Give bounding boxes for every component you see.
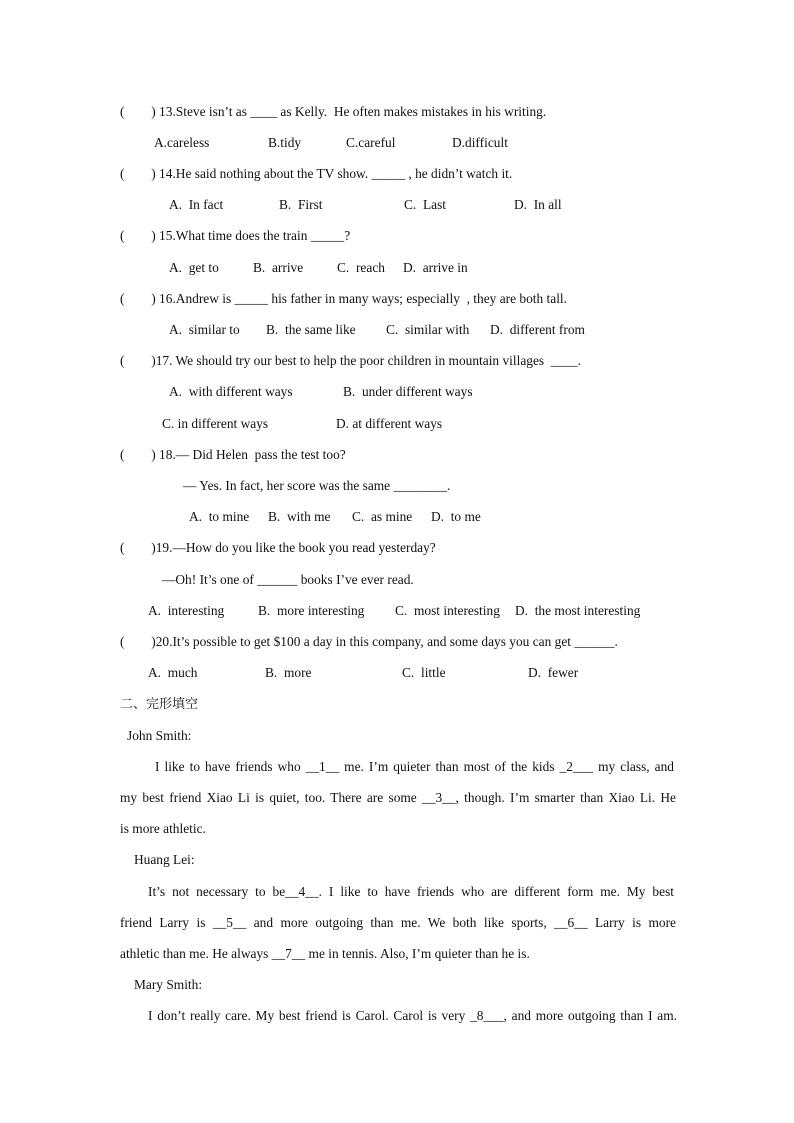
q15-option-c[interactable]: C. reach [337, 260, 385, 275]
q20-option-c[interactable]: C. little [402, 665, 446, 680]
huang-lei-line-1: It’s not necessary to be__4__. I like to have friends who are different form me. My best [148, 884, 674, 899]
q16-option-c[interactable]: C. similar with [386, 322, 470, 337]
q17-option-b[interactable]: B. under different ways [343, 384, 473, 399]
question-18-reply: — Yes. In fact, her score was the same ________. [183, 478, 451, 493]
cloze-heading: 二、完形填空 [120, 697, 199, 712]
q13-option-a[interactable]: A.careless [154, 135, 210, 150]
question-14-stem: ( ) 14.He said nothing about the TV show. _____ , he didn’t watch it. [120, 166, 513, 181]
q16-option-d[interactable]: D. different from [490, 322, 585, 337]
q16-option-b[interactable]: B. the same like [266, 322, 356, 337]
q15-option-d[interactable]: D. arrive in [403, 260, 468, 275]
q18-option-c[interactable]: C. as mine [352, 509, 413, 524]
john-smith-line-2: my best friend Xiao Li is quiet, too. There are some __3__, though. I’m smarter than Xiao Li. He [120, 790, 676, 805]
q17-option-d[interactable]: D. at different ways [336, 416, 443, 431]
john-smith-line-1: I like to have friends who __1__ me. I’m quieter than most of the kids _2___ my class, and [155, 759, 674, 774]
q19-option-c[interactable]: C. most interesting [395, 603, 500, 618]
huang-lei-line-3: athletic than me. He always __7__ me in tennis. Also, I’m quieter than he is. [120, 946, 530, 961]
speaker-john-smith: John Smith: [127, 728, 192, 743]
q20-option-a[interactable]: A. much [148, 665, 198, 680]
q15-option-a[interactable]: A. get to [169, 260, 219, 275]
question-18-stem: ( ) 18.— Did Helen pass the test too? [120, 447, 346, 462]
huang-lei-line-2: friend Larry is __5__ and more outgoing than me. We both like sports, __6__ Larry is more [120, 915, 676, 930]
mary-smith-line-1: I don’t really care. My best friend is Carol. Carol is very _8___, and more outgoing than I am. [148, 1008, 677, 1023]
speaker-huang-lei: Huang Lei: [134, 852, 195, 867]
q18-option-d[interactable]: D. to me [431, 509, 481, 524]
q20-option-d[interactable]: D. fewer [528, 665, 579, 680]
question-20-stem: ( )20.It’s possible to get $100 a day in this company, and some days you can get ______. [120, 634, 618, 649]
q16-option-a[interactable]: A. similar to [169, 322, 240, 337]
question-19-reply: —Oh! It’s one of ______ books I’ve ever read. [162, 572, 414, 587]
q18-option-a[interactable]: A. to mine [189, 509, 250, 524]
q14-option-d[interactable]: D. In all [514, 197, 562, 212]
q17-option-a[interactable]: A. with different ways [169, 384, 293, 399]
q13-option-b[interactable]: B.tidy [268, 135, 302, 150]
q19-option-b[interactable]: B. more interesting [258, 603, 365, 618]
q19-option-d[interactable]: D. the most interesting [515, 603, 641, 618]
q19-option-a[interactable]: A. interesting [148, 603, 225, 618]
question-16-stem: ( ) 16.Andrew is _____ his father in many ways; especially , they are both tall. [120, 291, 567, 306]
q13-option-d[interactable]: D.difficult [452, 135, 508, 150]
question-13-stem: ( ) 13.Steve isn’t as ____ as Kelly. He often makes mistakes in his writing. [120, 104, 547, 119]
question-19-stem: ( )19.—How do you like the book you read yesterday? [120, 540, 436, 555]
q14-option-a[interactable]: A. In fact [169, 197, 224, 212]
q20-option-b[interactable]: B. more [265, 665, 312, 680]
q14-option-c[interactable]: C. Last [404, 197, 447, 212]
q15-option-b[interactable]: B. arrive [253, 260, 304, 275]
q18-option-b[interactable]: B. with me [268, 509, 331, 524]
question-15-stem: ( ) 15.What time does the train _____? [120, 228, 351, 243]
john-smith-line-3: is more athletic. [120, 821, 206, 836]
q14-option-b[interactable]: B. First [279, 197, 323, 212]
question-17-stem: ( )17. We should try our best to help the poor children in mountain villages ____. [120, 353, 581, 368]
q13-option-c[interactable]: C.careful [346, 135, 396, 150]
q17-option-c[interactable]: C. in different ways [162, 416, 269, 431]
speaker-mary-smith: Mary Smith: [134, 977, 203, 992]
